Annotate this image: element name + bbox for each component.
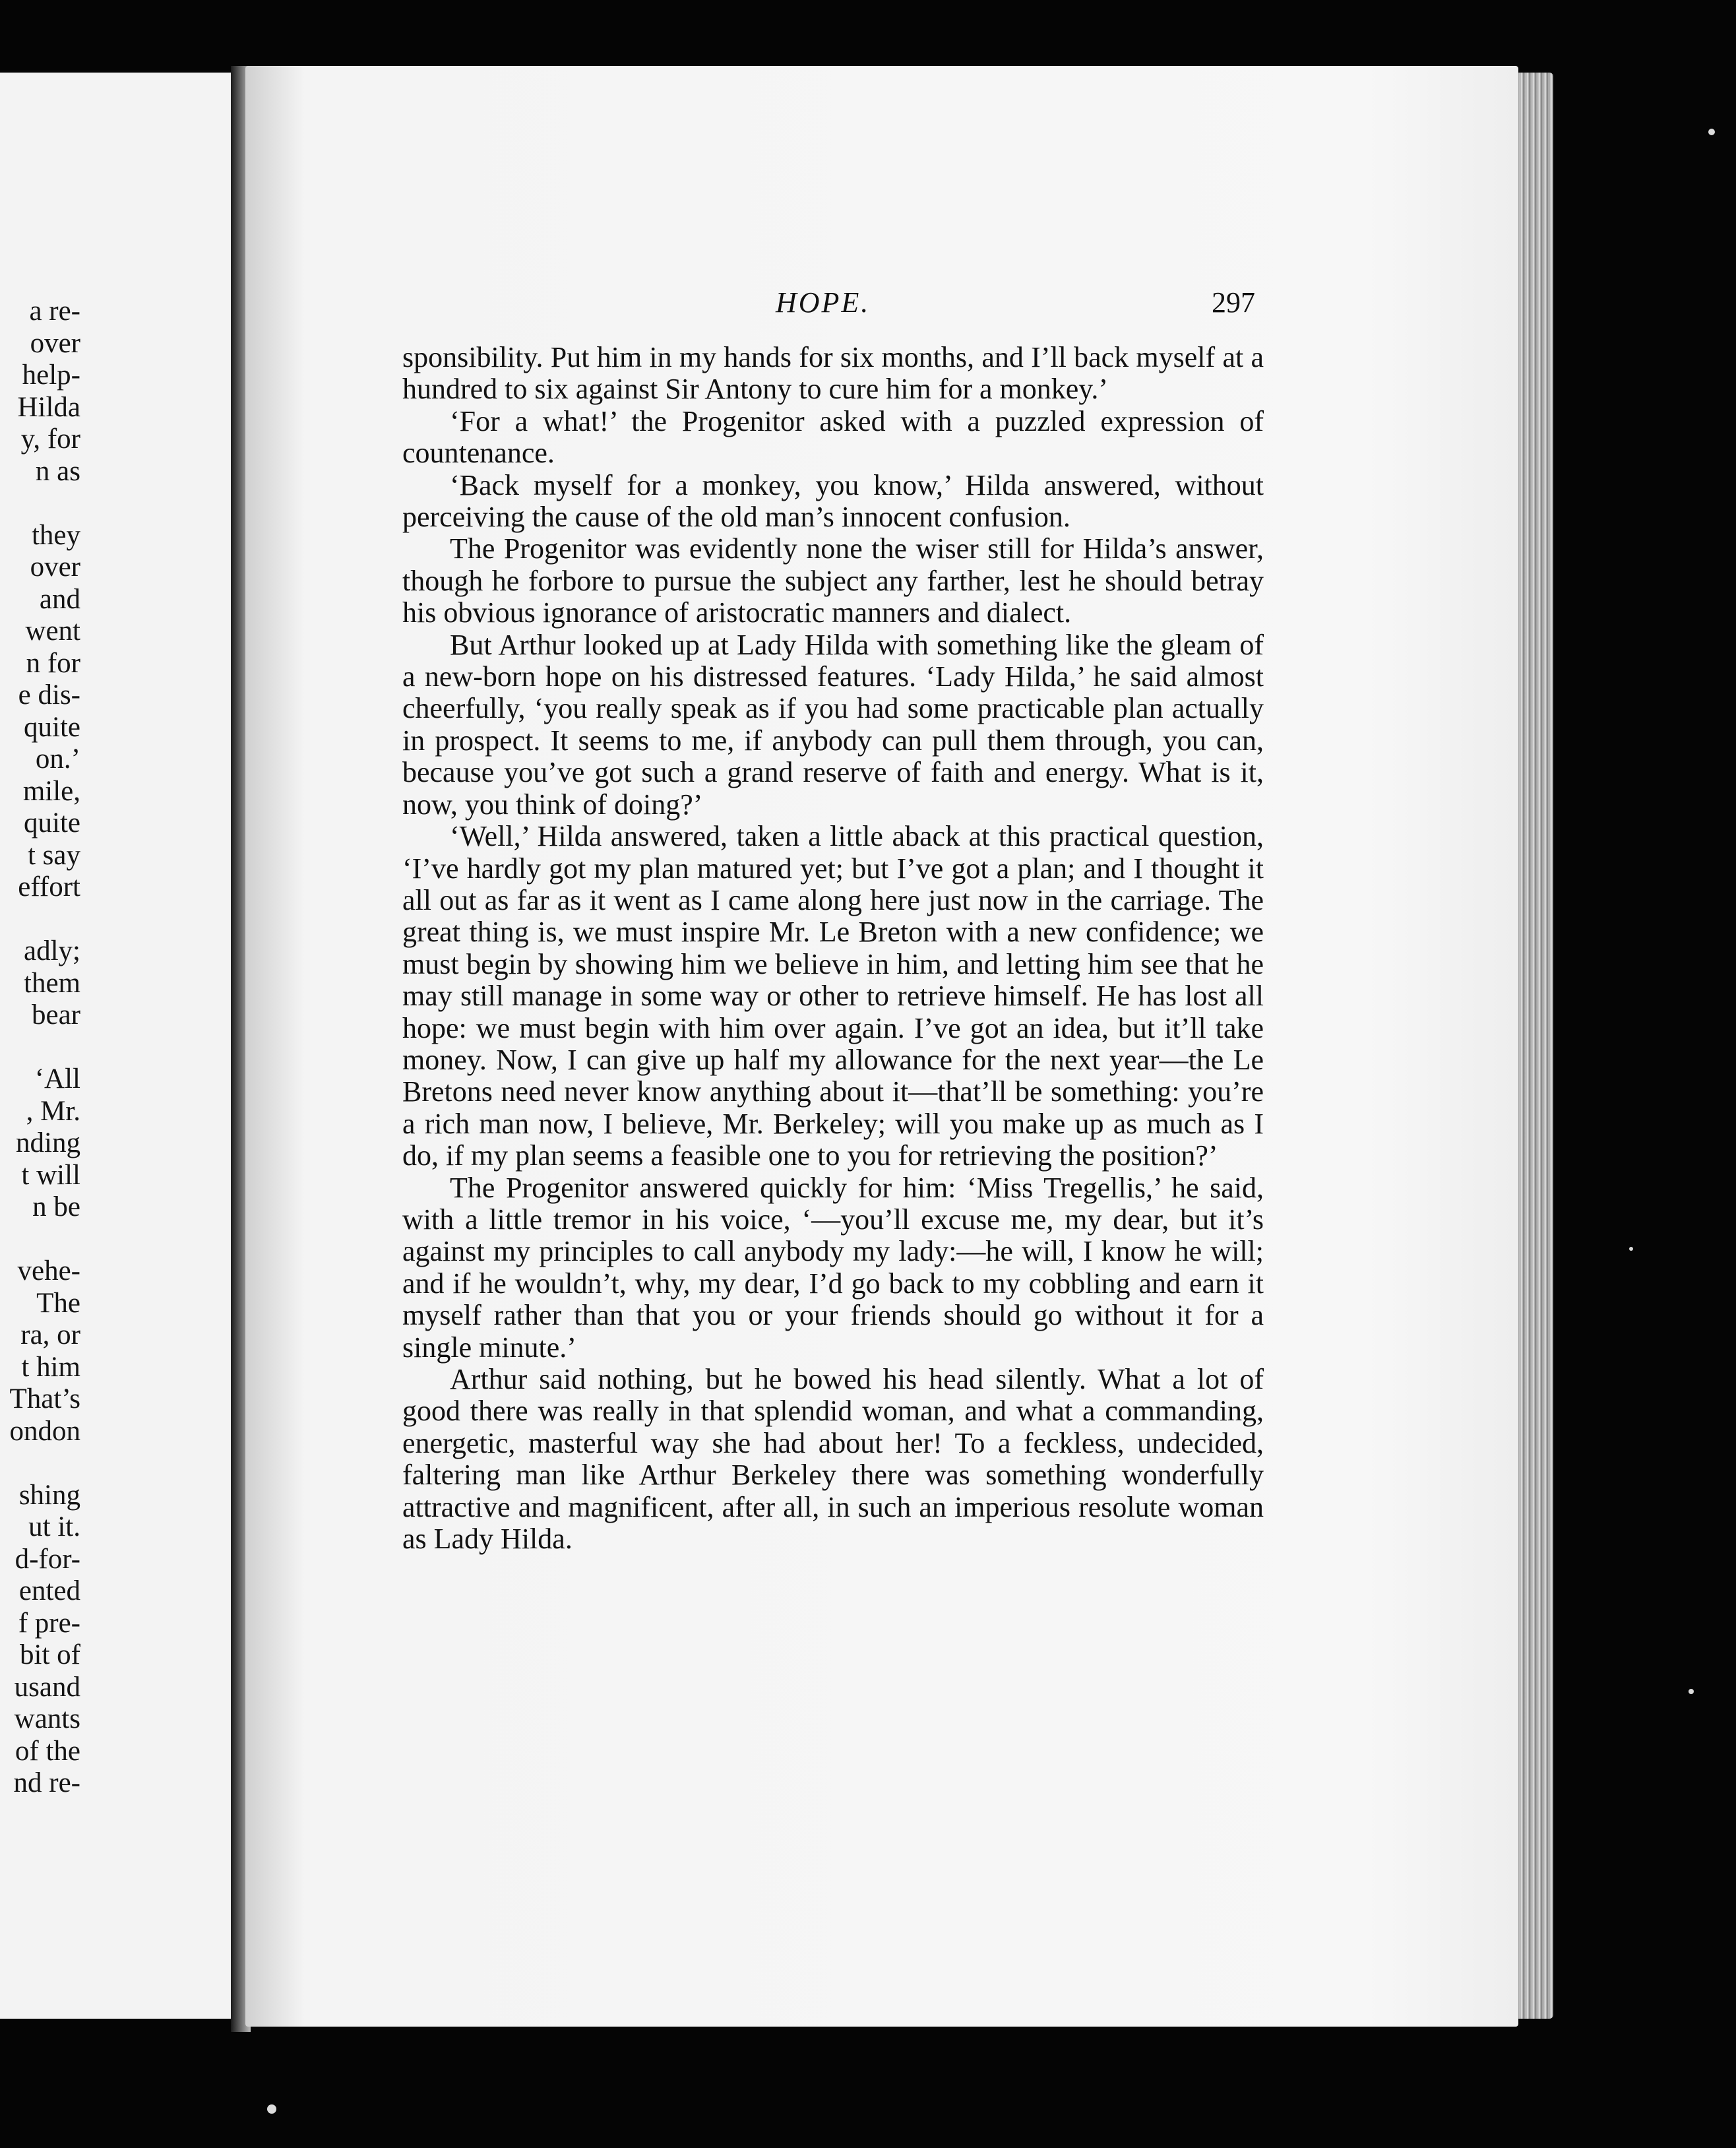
left-page-fragment: ondon	[9, 1415, 80, 1447]
scan-speck	[1689, 1689, 1694, 1694]
fragment-gap	[0, 488, 80, 520]
left-page-fragment: , Mr.	[26, 1095, 80, 1127]
left-page-fragment: Hilda	[17, 391, 80, 423]
left-page-fragment: d-for-	[15, 1543, 80, 1575]
fragment-gap	[0, 1032, 80, 1064]
left-page-fragment: ut it.	[28, 1511, 80, 1542]
left-page-fragment: n for	[26, 647, 80, 679]
left-page-fragment: and	[39, 583, 80, 615]
paragraph: sponsibility. Put him in my hands for six months, and I’ll back myself at a hundred to six against Sir Antony to cure him for a monkey.’	[402, 341, 1264, 406]
paragraph: ‘Well,’ Hilda answered, taken a little aback at this practical question, ‘I’ve hardly got my plan matured yet; but I’ve got a plan; and I thought it all out as far as it went as I came along here just now in the carriage. The great thing is, we must inspire Mr. Le Breton with a new confidence; we must begin by showing him we believe in him, and letting him see that he may still manage in some way or other to retrieve himself. He has lost all hope: we must begin with him over again. I’ve got an idea, but it’ll take money. Now, I can give up half my allowance for the next year—the Le Bretons need never know anything about it—that’ll be something: you’re a rich man now, I believe, Mr. Berkeley; will you make up as much as I do, if my plan seems a feasible one to you for retrieving the position?’	[402, 820, 1264, 1172]
left-page-fragment: vehe-	[17, 1255, 80, 1286]
left-page-fragment: went	[25, 616, 80, 647]
running-head	[245, 286, 1518, 325]
left-page-fragment: bit of	[20, 1639, 80, 1670]
paragraph: But Arthur looked up at Lady Hilda with something like the gleam of a new-born hope on his distressed features. ‘Lady Hilda,’ he said almost cheerfully, ‘you really speak as if you had some practicable plan actually in prospect. It seems to me, if anybody can pull them through, you can, because you’ve got such a grand reserve of faith and energy. What is it, now, you think of doing?’	[402, 628, 1264, 821]
left-page-fragment: bear	[32, 999, 80, 1030]
left-page-fragment: nd re-	[13, 1767, 80, 1798]
paragraph: Arthur said nothing, but he bowed his head silently. What a lot of good there was really in that splendid woman, and what a commanding, energetic, masterful way she had about her! To a feckless, undecided, faltering man like Arthur Berkeley there was something wonderfully attractive and magnificent, after all, in such an imperious resolute woman as Lady Hilda.	[402, 1363, 1264, 1556]
left-page-fragment: quite	[24, 807, 80, 838]
left-page-fragment: usand	[14, 1671, 80, 1703]
paragraph: ‘Back myself for a monkey, you know,’ Hilda answered, without perceiving the cause of the old man’s innocent confusion.	[402, 468, 1264, 534]
page-body	[402, 342, 1264, 1555]
left-page-fragment: ra, or	[20, 1319, 80, 1350]
left-page-fragment: quite	[24, 711, 80, 743]
fragment-gap	[0, 1224, 80, 1256]
facing-page-left	[0, 73, 235, 2019]
page-number: 297	[1212, 286, 1255, 319]
left-page-fragment: on.’	[35, 743, 80, 774]
left-page-fragment: they	[31, 519, 80, 551]
left-page-fragment: t him	[21, 1351, 80, 1383]
left-page-fragment: e dis-	[18, 679, 80, 711]
left-page-fragment: help-	[22, 360, 80, 391]
fragment-gap	[0, 1447, 80, 1480]
left-page-fragment: ‘All	[34, 1063, 80, 1094]
left-page-fragment: f pre-	[18, 1607, 80, 1639]
fragment-gap	[0, 904, 80, 936]
scan-speck	[1708, 129, 1715, 135]
left-page-fragment: t will	[21, 1159, 80, 1191]
paragraph: The Progenitor was evidently none the wiser still for Hilda’s answer, though he forbore to pursue the subject any farther, lest he should betray his obvious ignorance of aristocratic manners and dialect.	[402, 532, 1264, 629]
left-page-fragment: adly;	[24, 935, 80, 966]
left-page-fragment: shing	[18, 1479, 80, 1511]
scan-speck	[267, 2104, 276, 2114]
left-page-fragment: over	[30, 327, 80, 359]
left-page-fragment: a re-	[29, 296, 80, 327]
left-page-fragment: nding	[16, 1127, 80, 1158]
left-page-fragment: over	[30, 552, 80, 583]
scan-speck	[1629, 1247, 1633, 1251]
left-page-fragment: of the	[15, 1735, 80, 1767]
paragraph: The Progenitor answered quickly for him: ‘Miss Tregellis,’ he said, with a little tremor in his voice, ‘—you’ll excuse me, my dear, but it’s against my principles to call anybody my lady:—he will, I know he will; and if he wouldn’t, why, my dear, I’d go back to my cobbling and earn it myself rather than that you or your friends should go without it for a single minute.’	[402, 1171, 1264, 1364]
left-page-fragment: That’s	[9, 1383, 80, 1414]
left-page-fragment: n as	[35, 455, 80, 487]
left-page-fragment: n be	[32, 1191, 80, 1222]
page-edges	[1514, 73, 1553, 2019]
paragraph: ‘For a what!’ the Progenitor asked with a puzzled expression of countenance.	[402, 404, 1264, 470]
left-page-fragment: wants	[14, 1703, 80, 1734]
left-page-fragment: ented	[18, 1575, 80, 1606]
facing-page-text-fragments	[0, 296, 80, 1800]
left-page-fragment: t say	[27, 839, 80, 871]
book-page	[245, 66, 1518, 2027]
running-title: HOPE.	[776, 286, 871, 319]
left-page-fragment: The	[36, 1287, 80, 1319]
left-page-fragment: y, for	[20, 424, 80, 455]
left-page-fragment: them	[24, 967, 80, 999]
left-page-fragment: mile,	[22, 775, 80, 807]
left-page-fragment: effort	[18, 871, 80, 902]
